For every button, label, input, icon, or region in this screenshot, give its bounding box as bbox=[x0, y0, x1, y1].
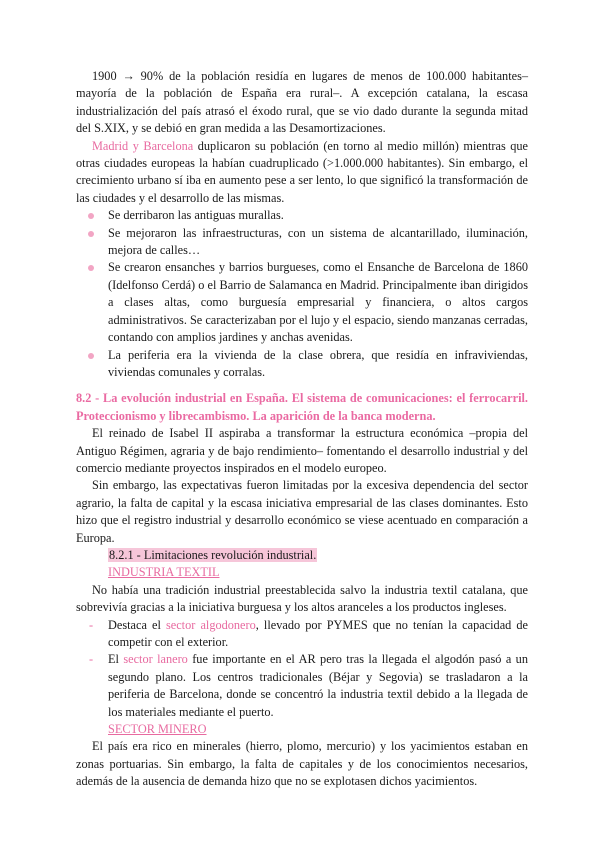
minero-paragraph: El país era rico en minerales (hierro, plomo, mercurio) y los yacimientos estaban en zonas portuarias. Sin embargo, la falta de capitales y de los conocimientos necesarios, además de la ausencia de demanda hizo que no se explotasen dichos yacimientos. bbox=[76, 739, 528, 789]
item-text: El bbox=[108, 652, 124, 667]
item-text: fue importante en el AR pero tras la llegada el algodón pasó a un segundo plano. Los centros tradicionales (Béjar y Segovia) se trasladaron a la periferia de Barcelona, donde se concentró la industria textil debido a la llegada de los materiales mediante el puerto. bbox=[108, 652, 528, 719]
list-item: Se derribaron las antiguas murallas. bbox=[108, 207, 528, 224]
highlight-sector-lanero: sector lanero bbox=[123, 652, 188, 667]
intro-paragraph-2-text: duplicaron su población (en torno al medio millón) mientras que otras ciudades europeas la habían cuadruplicado (>1.000.000 habitantes). Sin embargo, el crecimiento urbano sí iba en aumento pese a ser lento, lo que significó la transformación de las ciudades y el desarrollo de las mismas. bbox=[76, 138, 528, 205]
item-text: Destaca el bbox=[108, 617, 166, 632]
textil-list bbox=[76, 617, 528, 721]
textil-paragraph: No había una tradición industrial preestablecida salvo la industria textil catalana, que sobrevivía gracias a la iniciativa burguesa y los altos aranceles a los productos ingleses. bbox=[76, 582, 528, 615]
category-heading-minero: SECTOR MINERO bbox=[108, 722, 207, 737]
document-page bbox=[76, 68, 528, 791]
category-heading-textil: INDUSTRIA TEXTIL bbox=[108, 565, 220, 580]
intro-paragraph-1: 1900 → 90% de la población residía en lugares de menos de 100.000 habitantes–mayoría de la población de España era rural–. A excepción catalana, la escasa industrialización del país atrasó el éxodo rural, que se vio dado durante la segunda mitad del S.XIX, y se debió en gran medida a las Desamortizaciones. bbox=[76, 69, 528, 136]
list-item bbox=[108, 651, 528, 721]
section-heading: 8.2 - La evolución industrial en España. El sistema de comunicaciones: el ferrocarril. Proteccionismo y librecambismo. La aparición de la banca moderna. bbox=[76, 391, 528, 423]
subsection-title: 8.2.1 - Limitaciones revolución industrial. bbox=[109, 547, 317, 562]
list-item: Se mejoraron las infraestructuras, con un sistema de alcantarillado, iluminación, mejora de calles… bbox=[108, 225, 528, 260]
item-text: , llevado por PYMES que no tenían la capacidad de competir con el exterior. bbox=[108, 617, 529, 649]
list-item: Se crearon ensanches y barrios burgueses, como el Ensanche de Barcelona de 1860 (Idelfonso Cerdá) o el Barrio de Salamanca en Madrid. Principalmente iban dirigidos a clases altas, como burguesía empresarial y financiera, o altos cargos administrativos. Se caracterizaban por el lujo y el espacio, siendo manzanas cerradas, contando con amplios jardines y anchas avenidas. bbox=[108, 259, 528, 346]
highlight-madrid-barcelona: Madrid y Barcelona bbox=[92, 138, 194, 153]
list-item bbox=[108, 617, 528, 652]
section-paragraph-1: El reinado de Isabel II aspiraba a transformar la estructura económica –propia del Antiguo Régimen, agraria y de bajo rendimiento– fomentando el desarrollo industrial y del comercio mediante proyectos inspirados en el modelo europeo. bbox=[76, 426, 528, 475]
list-item: La periferia era la vivienda de la clase obrera, que residía en infraviviendas, viviendas comunales y corralas. bbox=[108, 347, 528, 382]
section-paragraph-2: Sin embargo, las expectativas fueron limitadas por la excesiva dependencia del sector agrario, la falta de capital y la escasa iniciativa empresarial de las clases dominantes. Esto hizo que el registro industrial y desarrollo económico se viese acentuado en comparación a Europa. bbox=[76, 478, 528, 545]
subsection-heading bbox=[108, 547, 528, 564]
highlight-sector-algodonero: sector algodonero bbox=[165, 617, 256, 632]
urban-changes-list bbox=[76, 207, 528, 381]
intro-paragraph-2 bbox=[76, 138, 528, 208]
